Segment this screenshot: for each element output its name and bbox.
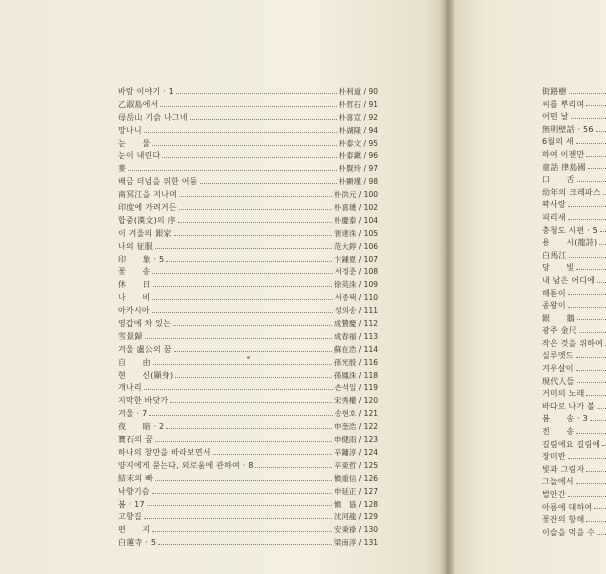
toc-entry-title: 편 지 bbox=[118, 525, 151, 535]
dot-leader bbox=[568, 294, 606, 295]
toc-entry-title: 눈 물 bbox=[118, 138, 151, 148]
dot-leader bbox=[569, 93, 606, 94]
dot-leader bbox=[590, 420, 606, 421]
toc-entry-title: 꽉사랑 bbox=[542, 200, 566, 210]
toc-entry-author-page: 서종택 / 110 bbox=[334, 293, 378, 303]
dot-leader bbox=[597, 282, 606, 283]
dot-leader bbox=[597, 408, 606, 409]
toc-entry-title: 작은 것을 위하여 bbox=[542, 338, 603, 348]
dot-leader bbox=[152, 493, 332, 494]
toc-entry-title: 전 송 bbox=[542, 427, 575, 437]
toc-entry bbox=[118, 112, 378, 125]
toc-entry bbox=[542, 162, 606, 175]
dot-leader bbox=[174, 351, 332, 352]
toc-entry-title: 아름에 대하여 bbox=[542, 502, 593, 512]
toc-entry bbox=[542, 502, 606, 515]
dot-leader bbox=[162, 157, 336, 158]
dot-leader bbox=[568, 219, 606, 220]
toc-entry-title: 합중(漢文)의 序 bbox=[118, 215, 176, 225]
dot-leader bbox=[155, 480, 332, 481]
toc-entry-title: 겨울 盧公의 꿈 bbox=[118, 344, 172, 354]
toc-entry bbox=[542, 136, 606, 149]
toc-entry bbox=[542, 514, 606, 527]
toc-entry-title: 나의 征服 bbox=[118, 241, 153, 251]
toc-entry bbox=[118, 228, 378, 241]
dot-leader bbox=[149, 415, 332, 416]
toc-entry-title: 겨우살이 bbox=[542, 364, 574, 374]
toc-entry bbox=[542, 212, 606, 225]
toc-entry bbox=[542, 439, 606, 452]
toc-entry bbox=[542, 99, 606, 112]
dot-leader bbox=[568, 307, 606, 308]
dot-leader bbox=[602, 445, 606, 446]
dot-leader bbox=[144, 389, 333, 390]
toc-entry bbox=[542, 313, 606, 326]
toc-entry-author-page: 성의송 / 111 bbox=[334, 306, 378, 316]
toc-entry bbox=[542, 363, 606, 376]
toc-entry bbox=[118, 499, 378, 512]
toc-entry bbox=[542, 149, 606, 162]
toc-entry-author-page: 辛東哲 / 125 bbox=[333, 460, 378, 470]
dot-leader bbox=[576, 483, 606, 484]
dot-leader bbox=[596, 131, 606, 132]
toc-entry bbox=[118, 537, 378, 550]
toc-entry-title: 눈이 내린다 bbox=[118, 151, 161, 161]
toc-entry bbox=[542, 451, 606, 464]
toc-entry-title: 겨울 · 7 bbox=[118, 409, 148, 419]
toc-entry-title: 街路樹 bbox=[542, 87, 567, 96]
toc-entry bbox=[118, 125, 378, 138]
toc-entry-author-page: 손석일 / 119 bbox=[334, 383, 378, 393]
dot-leader bbox=[179, 209, 332, 210]
toc-entry-author-page: 朴顯瑾 / 98 bbox=[338, 177, 378, 187]
toc-entry bbox=[542, 225, 606, 238]
toc-entry-author-page: 孫鳳洙 / 118 bbox=[333, 370, 378, 380]
toc-entry-title: 童話 律島國 bbox=[542, 162, 586, 172]
dot-leader bbox=[153, 286, 332, 287]
toc-entry-author-page: 愼 協 / 128 bbox=[333, 499, 378, 509]
toc-entry-title: 夜 暗 · 2 bbox=[118, 422, 165, 432]
toc-entry-title: 광주 金尺 bbox=[542, 326, 577, 336]
toc-entry bbox=[542, 388, 606, 401]
toc-entry-author-page: 송현호 / 121 bbox=[334, 409, 378, 419]
toc-entry bbox=[118, 318, 378, 331]
toc-entry bbox=[118, 189, 378, 202]
toc-entry-title: 양지에게 묻는다, 외로움에 관하여 · 8 bbox=[118, 460, 254, 470]
toc-entry-author-page: 申健雨 / 123 bbox=[333, 435, 378, 445]
toc-entry bbox=[118, 99, 378, 112]
toc-entry-title: 하나의 창만을 바라보면서 bbox=[118, 447, 211, 457]
toc-entry-author-page: 申延正 / 127 bbox=[333, 486, 378, 496]
toc-left bbox=[118, 86, 378, 550]
toc-entry-author-page: 卞鍾夏 / 107 bbox=[333, 254, 378, 264]
dot-leader bbox=[577, 382, 606, 383]
toc-entry-title: 印 象 · 5 bbox=[118, 254, 165, 264]
toc-entry bbox=[118, 344, 378, 357]
dot-leader bbox=[569, 257, 606, 258]
dot-leader bbox=[152, 273, 332, 274]
toc-entry bbox=[118, 202, 378, 215]
toc-entry bbox=[542, 262, 606, 275]
toc-entry bbox=[118, 215, 378, 228]
toc-entry bbox=[118, 382, 378, 395]
dot-leader bbox=[586, 521, 606, 522]
toc-entry bbox=[118, 460, 378, 473]
dot-leader bbox=[576, 143, 606, 144]
toc-entry-author-page: 朴賢玲 / 97 bbox=[338, 164, 378, 174]
toc-entry bbox=[118, 241, 378, 254]
dot-leader bbox=[579, 332, 606, 333]
toc-entry-title: 봄 송 · 3 bbox=[542, 414, 588, 424]
dot-leader bbox=[568, 496, 606, 497]
toc-entry-title: 乙淑島에서 bbox=[118, 99, 159, 109]
book-gutter bbox=[440, 0, 454, 574]
toc-entry-title: 길림에요 길림에 bbox=[542, 439, 601, 449]
toc-entry-title: 거미의 노래 bbox=[542, 389, 585, 399]
dot-leader bbox=[190, 119, 337, 120]
toc-entry bbox=[118, 292, 378, 305]
toc-entry-title: 실루엣드 bbox=[542, 351, 574, 361]
dot-leader bbox=[166, 261, 332, 262]
dot-leader bbox=[144, 132, 337, 133]
toc-entry-author-page: 朴哲石 / 91 bbox=[338, 99, 378, 109]
toc-entry-author-page: 서정춘 / 108 bbox=[334, 267, 378, 277]
toc-entry-title: 白蓮寺 · 5 bbox=[118, 538, 157, 548]
toc-entry-title: 하여 이젠만 bbox=[542, 149, 585, 159]
toc-entry-title: 그늘에서 bbox=[542, 477, 574, 487]
toc-entry bbox=[118, 254, 378, 267]
toc-entry-title: 어떤 날 bbox=[542, 112, 569, 122]
dot-leader bbox=[588, 168, 606, 169]
toc-entry-author-page: 安秉祿 / 130 bbox=[333, 525, 378, 535]
toc-entry bbox=[118, 421, 378, 434]
toc-entry bbox=[542, 300, 606, 313]
toc-entry-author-page: 宋秀權 / 120 bbox=[333, 396, 378, 406]
dot-leader bbox=[577, 319, 606, 320]
dot-leader bbox=[155, 248, 332, 249]
toc-entry-title: 씨를 뿌리며 bbox=[542, 99, 585, 109]
dot-leader bbox=[576, 357, 606, 358]
toc-entry bbox=[118, 305, 378, 318]
toc-entry bbox=[118, 266, 378, 279]
toc-entry bbox=[542, 376, 606, 389]
dot-leader bbox=[173, 325, 332, 326]
toc-entry-author-page: 沈河龍 / 129 bbox=[333, 512, 378, 522]
dot-leader bbox=[152, 299, 332, 300]
dot-leader bbox=[152, 312, 333, 313]
dot-leader bbox=[213, 454, 332, 455]
toc-entry-title: 現代人들 bbox=[542, 376, 575, 386]
dot-leader bbox=[568, 206, 606, 207]
toc-entry-title: 雪景歸 bbox=[118, 331, 143, 341]
toc-entry-title: 당 빛 bbox=[542, 263, 575, 273]
toc-entry bbox=[542, 489, 606, 502]
dot-leader bbox=[576, 433, 606, 434]
toc-entry-title: 피리새 bbox=[542, 212, 566, 222]
toc-entry-author-page: 辛鏞淳 / 124 bbox=[333, 447, 378, 457]
dot-leader bbox=[178, 222, 332, 223]
toc-entry-title: 꽃잔의 항해 bbox=[542, 515, 585, 525]
dot-leader bbox=[599, 244, 606, 245]
toc-entry-author-page: 朴利道 / 90 bbox=[338, 87, 378, 96]
dot-leader bbox=[586, 156, 606, 157]
dot-leader bbox=[586, 105, 606, 106]
toc-entry-author-page: 申奎浩 / 122 bbox=[333, 422, 378, 432]
toc-entry bbox=[542, 350, 606, 363]
toc-entry-title: 종왕이 bbox=[542, 301, 566, 311]
toc-entry-title: 벌안간 bbox=[542, 490, 566, 499]
toc-entry bbox=[542, 199, 606, 212]
toc-entry-author-page: 朴洪元 / 100 bbox=[333, 190, 378, 200]
dot-leader bbox=[145, 338, 332, 339]
toc-entry-author-page: 愼重信 / 126 bbox=[333, 473, 378, 483]
toc-entry-title: 나 비 bbox=[118, 293, 151, 303]
dot-leader bbox=[160, 106, 336, 107]
toc-entry-title: 無明壁話 · 56 bbox=[542, 124, 594, 134]
dot-leader bbox=[586, 395, 606, 396]
toc-entry-title: 충청도 시편 · 5 bbox=[542, 225, 598, 235]
toc-entry bbox=[118, 395, 378, 408]
toc-entry-author-page: 蘇在浩 / 114 bbox=[333, 344, 378, 354]
dot-leader bbox=[586, 471, 606, 472]
toc-entry-author-page: 朴湖隆 / 94 bbox=[338, 125, 378, 135]
toc-entry-author-page: 成春福 / 113 bbox=[333, 331, 378, 341]
toc-entry-title: 結末의 빠 bbox=[118, 473, 153, 483]
toc-entry-title: 현 신(顯身) bbox=[118, 370, 174, 380]
toc-entry bbox=[542, 237, 606, 250]
toc-entry bbox=[542, 325, 606, 338]
page-blemish bbox=[247, 356, 250, 359]
toc-entry-title: 이 겨울의 銀家 bbox=[118, 228, 172, 238]
toc-entry-title: 自 由 bbox=[118, 357, 151, 367]
toc-entry-author-page: 梁南淳 / 131 bbox=[333, 538, 378, 548]
dot-leader bbox=[152, 531, 332, 532]
toc-entry-author-page: 朴喜宣 / 92 bbox=[338, 112, 378, 122]
dot-leader bbox=[166, 428, 332, 429]
toc-entry bbox=[118, 86, 378, 99]
dot-leader bbox=[175, 377, 332, 378]
toc-entry-title: 봄 · 17 bbox=[118, 499, 145, 509]
dot-leader bbox=[577, 181, 606, 182]
toc-entry bbox=[542, 288, 606, 301]
toc-entry-title: 印度에 가려거든 bbox=[118, 203, 177, 213]
dot-leader bbox=[597, 534, 606, 535]
toc-entry bbox=[542, 275, 606, 288]
toc-entry-title: 내 남은 어디에 bbox=[542, 275, 596, 285]
toc-entry bbox=[542, 401, 606, 414]
toc-entry bbox=[542, 426, 606, 439]
dot-leader bbox=[571, 118, 606, 119]
dot-leader bbox=[176, 93, 337, 94]
toc-entry-author-page: 朴喜璡 / 102 bbox=[333, 203, 378, 213]
toc-entry-title: 망나니 bbox=[118, 125, 142, 135]
toc-entry bbox=[542, 187, 606, 200]
toc-entry bbox=[118, 511, 378, 524]
toc-entry bbox=[118, 434, 378, 447]
toc-entry-author-page: 孫光殷 / 116 bbox=[333, 357, 378, 367]
toc-entry-author-page: 朴泰鎭 / 96 bbox=[338, 151, 378, 161]
toc-entry bbox=[118, 138, 378, 151]
toc-entry-title: 낙향기슴 bbox=[118, 486, 150, 496]
toc-entry bbox=[118, 279, 378, 292]
toc-entry-title: 白馬江 bbox=[542, 250, 567, 260]
dot-leader bbox=[568, 458, 606, 459]
toc-entry-title: 銀 鵝 bbox=[542, 313, 575, 323]
dot-leader bbox=[170, 402, 332, 403]
toc-entry-title: 寶石의 꿈 bbox=[118, 435, 153, 445]
toc-entry bbox=[542, 476, 606, 489]
toc-entry-title: 배금 더넘을 위한 어둠 bbox=[118, 177, 198, 187]
toc-entry-title: 용 시(龍詩) bbox=[542, 238, 598, 248]
toc-entry-title: 이슬을 먹을 수 bbox=[542, 527, 596, 537]
toc-entry-author-page: 裵達洙 / 105 bbox=[333, 228, 378, 238]
toc-entry bbox=[542, 86, 606, 99]
toc-entry-title: 해돋이 bbox=[542, 288, 566, 298]
toc-entry bbox=[118, 331, 378, 344]
toc-entry-title: 꽃 송 bbox=[118, 267, 151, 277]
toc-entry-title: 바람 이야기 · 1 bbox=[118, 87, 174, 96]
toc-entry bbox=[542, 413, 606, 426]
dot-leader bbox=[594, 508, 606, 509]
toc-entry-title: 빛과 그림자 bbox=[542, 464, 585, 474]
dot-leader bbox=[158, 544, 332, 545]
toc-entry-title: 바다로 나가 볼 bbox=[542, 401, 596, 411]
toc-entry-title: 幼年의 크레파스 bbox=[542, 187, 601, 197]
toc-entry bbox=[118, 408, 378, 421]
dot-leader bbox=[174, 235, 332, 236]
dot-leader bbox=[179, 196, 332, 197]
dot-leader bbox=[576, 370, 606, 371]
toc-entry bbox=[542, 250, 606, 263]
toc-entry bbox=[118, 176, 378, 189]
toc-entry bbox=[118, 486, 378, 499]
toc-entry bbox=[542, 111, 606, 124]
toc-entry-author-page: 朴慶泰 / 104 bbox=[333, 215, 378, 225]
toc-entry bbox=[118, 370, 378, 383]
dot-leader bbox=[200, 183, 337, 184]
dot-leader bbox=[152, 145, 336, 146]
toc-entry bbox=[542, 338, 606, 351]
toc-entry-title: 영갑에 차 있는 bbox=[118, 319, 172, 329]
toc-entry bbox=[118, 150, 378, 163]
dot-leader bbox=[576, 269, 606, 270]
dot-leader bbox=[255, 467, 331, 468]
toc-entry bbox=[118, 524, 378, 537]
dot-leader bbox=[155, 441, 332, 442]
toc-entry-author-page: 朴泰文 / 95 bbox=[338, 138, 378, 148]
dot-leader bbox=[600, 231, 606, 232]
toc-entry-title: 休 日 bbox=[118, 280, 151, 290]
toc-entry bbox=[542, 464, 606, 477]
toc-entry-title: 개나리 bbox=[118, 383, 142, 393]
dot-leader bbox=[147, 505, 332, 506]
toc-entry bbox=[542, 124, 606, 137]
toc-entry-author-page: 范大錞 / 106 bbox=[333, 241, 378, 251]
toc-entry bbox=[118, 447, 378, 460]
toc-entry-title: 고향길 bbox=[118, 512, 142, 522]
toc-entry-author-page: 徐英洙 / 109 bbox=[333, 280, 378, 290]
toc-entry bbox=[542, 527, 606, 540]
dot-leader bbox=[153, 364, 332, 365]
toc-entry-title: 南冥江을 지나며 bbox=[118, 190, 178, 200]
toc-entry-title: 6월의 새 bbox=[542, 137, 574, 147]
dot-leader bbox=[128, 170, 336, 171]
dot-leader bbox=[144, 518, 332, 519]
toc-entry-title: 母岳山 기슭 나그네 bbox=[118, 112, 188, 122]
toc-entry-title: 지막한 바닷가 bbox=[118, 396, 169, 406]
toc-entry-title: 아카시아 bbox=[118, 306, 150, 316]
toc-entry-title: 口 舌 bbox=[542, 175, 575, 185]
toc-entry bbox=[542, 174, 606, 187]
toc-entry bbox=[118, 473, 378, 486]
toc-entry-title: 麥 bbox=[118, 164, 127, 174]
toc-entry bbox=[118, 163, 378, 176]
toc-right bbox=[542, 86, 606, 539]
toc-entry-author-page: 成贊慶 / 112 bbox=[333, 319, 378, 329]
toc-entry-title: 장미반 bbox=[542, 452, 566, 462]
